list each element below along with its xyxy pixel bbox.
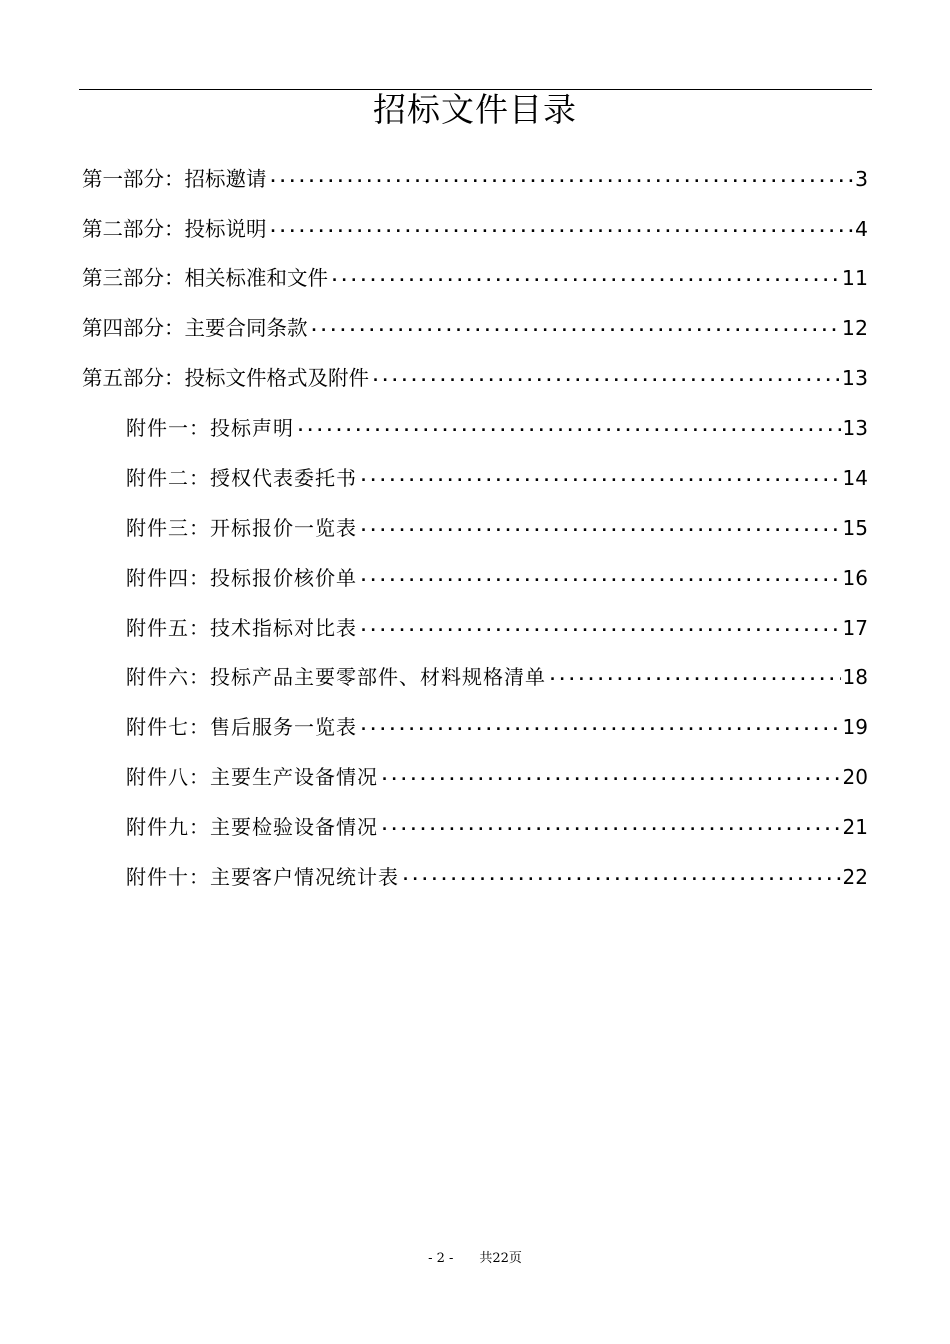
toc-leader-dots [359,515,841,545]
toc-leader-dots [269,166,853,196]
footer-page-number: - 2 - [428,1251,454,1266]
toc-subentry[interactable] [126,463,868,493]
toc-entry-label: 附件七：售后服务一览表 [126,715,357,739]
toc-subentry[interactable] [126,613,868,643]
toc-leader-dots [296,415,841,445]
toc-entry-page: 3 [854,167,868,191]
toc-entry-page: 21 [842,815,868,839]
toc-entry-label: 第三部分：相关标准和文件 [82,266,328,290]
toc-leader-dots [548,664,841,694]
footer-total-pages: 共22页 [479,1251,522,1266]
toc-leader-dots [359,615,841,645]
toc-leader-dots [310,315,840,345]
toc-entry[interactable] [82,263,868,293]
toc-entry-label: 第二部分：投标说明 [82,217,267,241]
toc-entry-page: 20 [842,765,868,789]
toc-leader-dots [371,365,840,395]
toc-subentry[interactable] [126,563,868,593]
toc-entry-page: 13 [841,366,868,390]
toc-entry-page: 12 [841,316,868,340]
toc-leader-dots [380,814,841,844]
toc-subentry[interactable] [126,413,868,443]
toc-subentry[interactable] [126,712,868,742]
toc-entry-label: 附件六：投标产品主要零部件、材料规格清单 [126,665,546,689]
toc-entry[interactable] [82,164,868,194]
toc-subentry[interactable] [126,662,868,692]
toc-entry-page: 18 [842,665,868,689]
toc-entry-label: 附件一：投标声明 [126,416,294,440]
toc-entry-page: 4 [854,217,868,241]
toc-leader-dots [401,864,841,894]
toc-leader-dots [359,465,841,495]
toc-entry[interactable] [82,313,868,343]
toc-entry-label: 第一部分：招标邀请 [82,167,267,191]
toc-entry-page: 17 [842,616,868,640]
toc-entry[interactable] [82,214,868,244]
toc-entry-page: 22 [842,865,868,889]
toc-subentry[interactable] [126,762,868,792]
toc-subentry[interactable] [126,812,868,842]
toc-entry-page: 11 [841,266,868,290]
toc-entry-page: 19 [842,715,868,739]
toc-entry-label: 附件五：技术指标对比表 [126,616,357,640]
toc-entry-page: 15 [842,516,868,540]
toc-entry-label: 第五部分：投标文件格式及附件 [82,366,369,390]
page-footer [0,1247,950,1266]
toc-leader-dots [269,216,853,246]
toc-entry-label: 附件九：主要检验设备情况 [126,815,378,839]
toc-subentry[interactable] [126,862,868,892]
document-title: 招标文件目录 [373,90,577,129]
toc-leader-dots [380,764,841,794]
toc-entry-label: 附件二：授权代表委托书 [126,466,357,490]
toc-entry-label: 附件三：开标报价一览表 [126,516,357,540]
toc-entry-label: 附件四：投标报价核价单 [126,566,357,590]
toc-subentry[interactable] [126,513,868,543]
toc-entry-page: 16 [842,566,868,590]
toc-entry-page: 14 [842,466,868,490]
toc-entry-label: 第四部分：主要合同条款 [82,316,308,340]
toc-leader-dots [359,565,841,595]
toc-entry-page: 13 [842,416,868,440]
toc-leader-dots [359,714,841,744]
toc-entry-label: 附件十：主要客户情况统计表 [126,865,399,889]
toc-entry[interactable] [82,363,868,393]
toc-entry-label: 附件八：主要生产设备情况 [126,765,378,789]
toc-leader-dots [330,265,840,295]
